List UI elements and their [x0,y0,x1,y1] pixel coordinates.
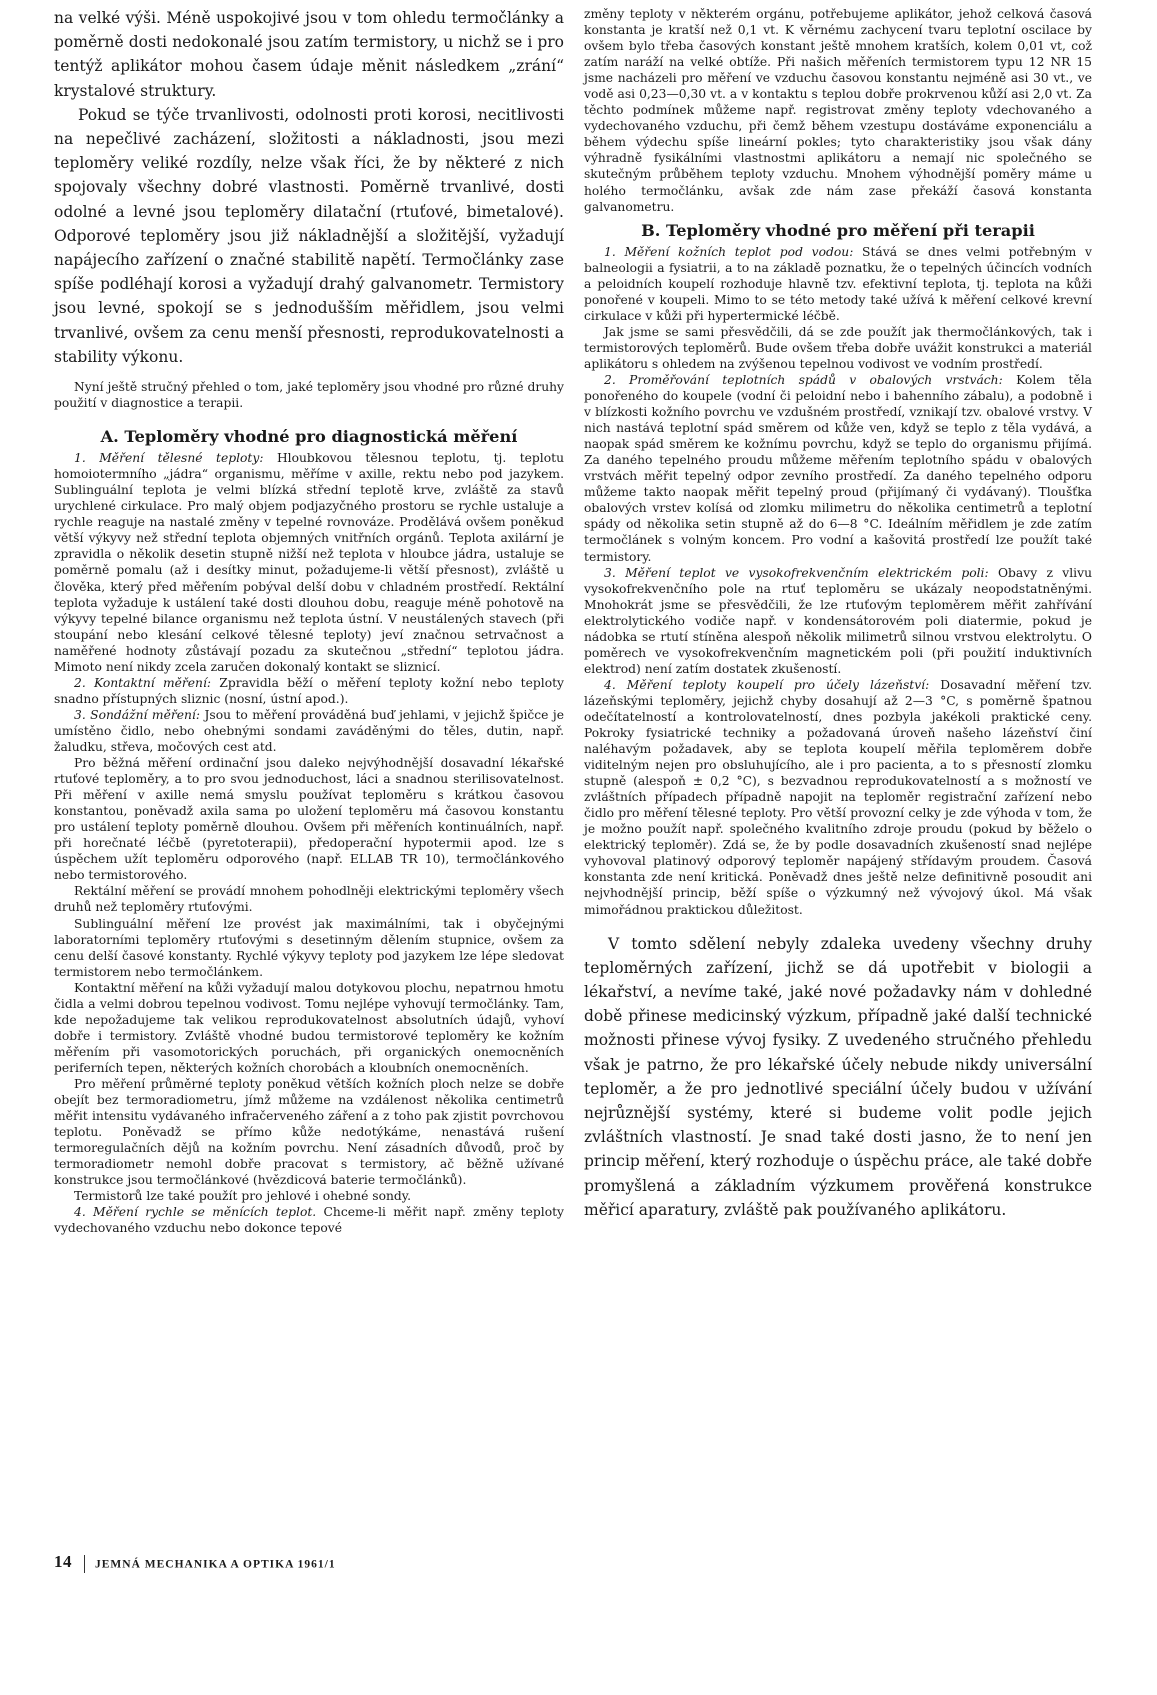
subsection-lead: 3. Sondážní měření: [74,707,201,722]
paragraph: Pokud se týče trvanlivosti, odolnosti proti korosi, necitlivosti na nepečlivé zacházení, složitosti a nákladnosti, jsou mezi teploměry veliké rozdíly, nelze však říci, že by některé z nich spojovaly všechny dobré vlastnosti. Poměrně trvanlivé, dosti odolné a levné jsou teploměry dilatační (rtuťové, bimetalové). Odporové teploměry jsou již nákladnější a složitější, vyžadují napájecího zařízení o značné stabilitě napětí. Termočlánky zase spíše podléhají korosi a vyžadují drahý galvanometr. Termistory jsou levné, spokojí se s jednodušším měřidlem, jsou velmi trvanlivé, ovšem za cenu menší přesnosti, reprodukovatelnosti a stability výkonu. [54,105,564,366]
paragraph: změny teploty v některém orgánu, potřebujeme aplikátor, jehož celková časová konstanta je kratší než 0,1 vt. K věrnému zachycení tvaru teplotní oscilace by ovšem bylo třeba časových konstant ještě mnohem kratších, kolem 0,01 vt, což zatím naráží na velké obtíže. Při našich měřeních termistorem typu 12 NR 15 jsme nacházeli pro měření ve vzduchu časovou konstantu nejméně asi 30 vt., ve vodě asi 0,23—0,30 vt. a v kontaktu s teplou dobře prokrvenou kůží asi 2,0 vt. Za těchto podmínek můžeme např. registrovat změny teploty vdechovaného a vydechovaného vzduchu, při čemž během vzestupu dostáváme exponenciálu a během výdechu spíše lineární pokles; tyto charakteristiky jsou však dány výhradně fysikálními vlastnostmi aplikátoru a nemají nic společného se skutečným průběhem teploty vzduchu. Mnohem výhodnější poměry máme u holého termočlánku, avšak zde nám zase překáží časová konstanta galvanometru. [584,7,1092,214]
subsection-lead: 4. Měření rychle se měnících teplot. [74,1205,317,1220]
paragraph: 1. Měření kožních teplot pod vodou: Stává se dnes velmi potřebným v balneologii a fysiatrii, a to na základě poznatku, že o tepelných účincích vodních a peloidních koupelí rozhoduje hlavně tzv. efektivní teplota, tj. teplota na kůži ponořené v koupeli. Mimo to se této metody také užívá k měření celkové krevní cirkulace v kůži při hypertermické léčbě. [584,244,1092,323]
page-footer [54,1552,336,1573]
subsection-lead: 3. Měření teplot ve vysokofrekvenčním elektrickém poli: [604,565,989,580]
subsection-lead: 1. Měření kožních teplot pod vodou: [604,244,854,259]
subsection-lead: 4. Měření teploty koupelí pro účely lázeňství: [604,677,930,692]
paragraph: Pro měření průměrné teploty poněkud větších kožních ploch nelze se dobře obejít bez termoradiometru, jímž můžeme na vzdálenost několika centimetrů měřit intensitu vydávaného infračerveného záření a z toho pak zjistit povrchovou teplotu. Poněvadž se přímo kůže nedotýkáme, nenastává rušení termoregulačních dějů na kožním povrchu. Není zásadních důvodů, proč by termoradiometr nemohl dobře pracovat s termistory, ač běžně užívané konstrukce jsou termočlánkové (hvězdicová baterie termočlánků). [54,1076,564,1188]
paragraph: 3. Sondážní měření: Jsou to měření prováděná buď jehlami, v jejichž špičce je umístěno čidlo, nebo ohebnými sondami zaváděnými do těles, dutin, např. žaludku, střeva, močových cest atd. [54,707,564,754]
paragraph: Termistorů lze také použít pro jehlové i ohebné sondy. [74,1189,412,1204]
paragraph: Jak jsme se sami přesvědčili, dá se zde použít jak thermočlánkových, tak i termistorových teploměrů. Bude ovšem třeba dobře uvážit konstrukci a materiál aplikátoru s ohledem na zvýšenou tepelnou vodivost ve vodním prostředí. [584,324,1092,371]
paragraph: 4. Měření rychle se měnících teplot. Chceme-li měřit např. změny teploty vydechovaného vzduchu nebo dokonce tepové [54,1205,564,1236]
paragraph: Sublinguální měření lze provést jak maximálními, tak i obyčejnými laboratorními teploměry rtuťovými s desetinným dělením stupnice, ovšem za cenu delší časové konstanty. Rychlé výkyvy teploty pod jazykem lze lépe sledovat termistorem nebo termočlánkem. [54,916,564,979]
section-heading-a: A. Teploměry vhodné pro diagnostická měření [100,427,518,447]
paragraph: 2. Kontaktní měření: Zpravidla běží o měření teploty kožní nebo teploty snadno přístupných sliznic (nosní, ústní apod.). [54,675,564,706]
paragraph: 4. Měření teploty koupelí pro účely lázeňství: Dosavadní měření tzv. lázeňskými teploměry, jejichž chyby dosahují až 2—3 °C, s poměrně špatnou odečítatelností a kontrolovatelností, dnes pozbyla jakékoli praktické ceny. Pokroky fysiatrické techniky a požadovaná úroveň našeho lázeňství činí naléhavým požadavek, aby se teplota koupelí měřila teploměrem dobře viditelným nejen pro obsluhujícího, ale i pro pacienta, a to s přesností zlomku stupně (alespoň ± 0,2 °C), s bezvadnou reprodukovatelností a s možností ve zvláštních případech případně napojit na teploměr registrační zařízení nebo čidlo pro měření tělesné teploty. Pro větší provozní celky je zde výhoda v tom, že je možno použít např. společného kvalitního zdroje proudu (pokud by běželo o elektrický teploměr). Zdá se, že by podle dosavadních zkušeností snad nejlépe vyhovoval platinový odporový teploměr napájený střídavým proudem. Časová konstanta zde není kritická. Poněvadž dnes ještě nelze definitivně posoudit ani nejvhodnější princip, běží spíše o výzkumný než vývojový úkol. Má však mimořádnou praktickou důležitost. [584,677,1092,917]
paragraph: Rektální měření se provádí mnohem pohodlněji elektrickými teploměry všech druhů než teploměry rtuťovými. [54,884,564,915]
paragraph: Pro běžná měření ordinační jsou daleko nejvýhodnější dosavadní lékařské rtuťové teploměry, a to pro svou jednoduchost, láci a snadnou sterilisovatelnost. Při měření v axille nemá smyslu používat teploměru s krátkou časovou konstantou, poněvadž axila sama po uložení teploměru má časovou konstantu pro ustálení teploty poměrně dlouhou. Ovšem při měřeních kontinuálních, např. při horečnaté léčbě (pyretoterapii), předoperační hypotermii apod. lze s úspěchem užít teploměru odporového (např. ELLAB TR 10), termočlánkového nebo termistorového. [54,756,564,883]
subsection-lead: 2. Kontaktní měření: [74,675,212,690]
paragraph: 2. Proměřování teplotních spádů v obalových vrstvách: Kolem těla ponořeného do koupele (vodní či peloidní nebo i bahenního zábalu), a podobně i v blízkosti kožního povrchu ve vzdušném prostředí, vznikají tzv. obalové vrstvy. V nich nastává teplotní spád směrem od kůže ven, když se teplo z těla vydává, a naopak spád směrem ke kožnímu povrchu, když se teplo do organismu přijímá. Za daného tepelného proudu můžeme měřením teplotního spádu v obalových vrstvách měřit tepelný odpor zevního prostředí. Za daného tepelného odporu můžeme takto naopak měřit tepelný proud (přijímaný či vydávaný). Tloušťka obalových vrstev kolísá od zlomku milimetru do několika centimetrů a teplotní spády od několika setin stupně až do 6—8 °C. Ideálním měřidlem je zde zatím termočlánek s volným koncem. Pro vodní a kašovitá prostředí lze použít také termistory. [584,372,1092,564]
paragraph: 3. Měření teplot ve vysokofrekvenčním elektrickém poli: Obavy z vlivu vysokofrekvenčního pole na rtuť teploměru se ukázaly neopodstatněnými. Mnohokrát jsme se přesvědčili, že lze rtuťovým teploměrem měřit zahřívání elektrolytického vodiče např. v kondensátorovém poli diatermie, pokud je nádobka se rtutí stíněna alespoň několik milimetrů silnou vrstvou elektrolytu. O poměrech ve vysokofrekvenčním magnetickém poli (při použití induktivních elektrod) není zatím dostatek zkušeností. [584,565,1092,676]
subsection-lead: 2. Proměřování teplotních spádů v obalových vrstvách: [604,372,1003,387]
left-column [54,6,564,1236]
page-number: 14 [54,1552,72,1571]
journal-name: JEMNÁ MECHANIKA A OPTIKA 1961/1 [95,1558,336,1571]
conclusion-paragraph: V tomto sdělení nebyly zdaleka uvedeny všechny druhy teploměrných zařízení, jichž se dá upotřebit v biologii a lékařství, a nevíme také, jaké nové požadavky nám v dohledné době přinese medicinský výzkum, případně jaké další technické možnosti přinese vývoj fysiky. Z uvedeného stručného přehledu však je patrno, že pro lékařské účely nebude nikdy universální teploměr, a že pro jednotlivé speciální účely budou v užívání nejrůznější systémy, které si budeme volit podle jejich zvláštních vlastností. Je snad také dosti jasno, že to není jen princip měření, který rozhoduje o úspěchu práce, ale také dobře promyšlená a základním výzkumem prověřená konstrukce měřicí aparatury, zvláště pak používaného aplikátoru. [584,934,1092,1219]
paragraph: Kontaktní měření na kůži vyžadují malou dotykovou plochu, nepatrnou hmotu čidla a velmi dobrou tepelnou vodivost. Tomu nejlépe vyhovují termočlánky. Tam, kde nepožadujeme tak velikou reprodukovatelnost absolutních údajů, vyhoví dobře i termistory. Zvláště vhodné budou termistorové teploměry ke kožním měřením při vasomotorických poruchách, při organických onemocněních periferních tepen, některých kožních chorobách a kloubních onemocněních. [54,980,564,1075]
paragraph: Nyní ještě stručný přehled o tom, jaké teploměry jsou vhodné pro různé druhy použití v diagnostice a terapii. [54,380,564,411]
section-heading-b: B. Teploměry vhodné pro měření při terapii [641,220,1035,240]
divider [84,1555,85,1573]
right-column [584,6,1092,1222]
paragraph: na velké výši. Méně uspokojivé jsou v tom ohledu termočlánky a poměrně dosti nedokonalé jsou zatím termistory, u nichž se i pro tentýž aplikátor mohou časem údaje měnit následkem „zrání“ krystalové struktury. [54,9,564,100]
subsection-lead: 1. Měření tělesné teploty: [74,451,264,466]
paragraph: 1. Měření tělesné teploty: Hloubkovou tělesnou teplotu, tj. teplotu homoiotermního „jádra“ organismu, měříme v axille, rektu nebo pod jazykem. Sublinguální teplota je velmi blízká střední teplotě krve, zvláště za stavů urychlené cirkulace. Pro malý objem podjazyčného prostoru se rychle ustaluje a rychle reaguje na nastalé změny v tepelné rovnováze. Prodělává ovšem poněkud větší výkyvy než střední teplota objemných vnitřních orgánů. Teplota axilární je zpravidla o několik desetin stupně nižší než teplota v hloubce jádra, ustaluje se poměrně pomalu (až i desítky minut, požadujeme-li větší přesnost), zvláště u člověka, který před měřením pobýval delší dobu v chladném prostředí. Rektální teplota vyžaduje k ustálení také dosti dlouhou dobu, reaguje méně pohotově na výkyvy tepelné bilance organismu než teplota ústní. V neustálených stavech (při stoupání nebo klesání celkové tělesné teploty) jeví značnou setrvačnost a naměřené hodnoty zůstávají pozadu za skutečnou „střední“ teplotou jádra. Mimoto není nikdy zcela zaručen dokonalý kontakt se sliznicí. [54,451,565,674]
